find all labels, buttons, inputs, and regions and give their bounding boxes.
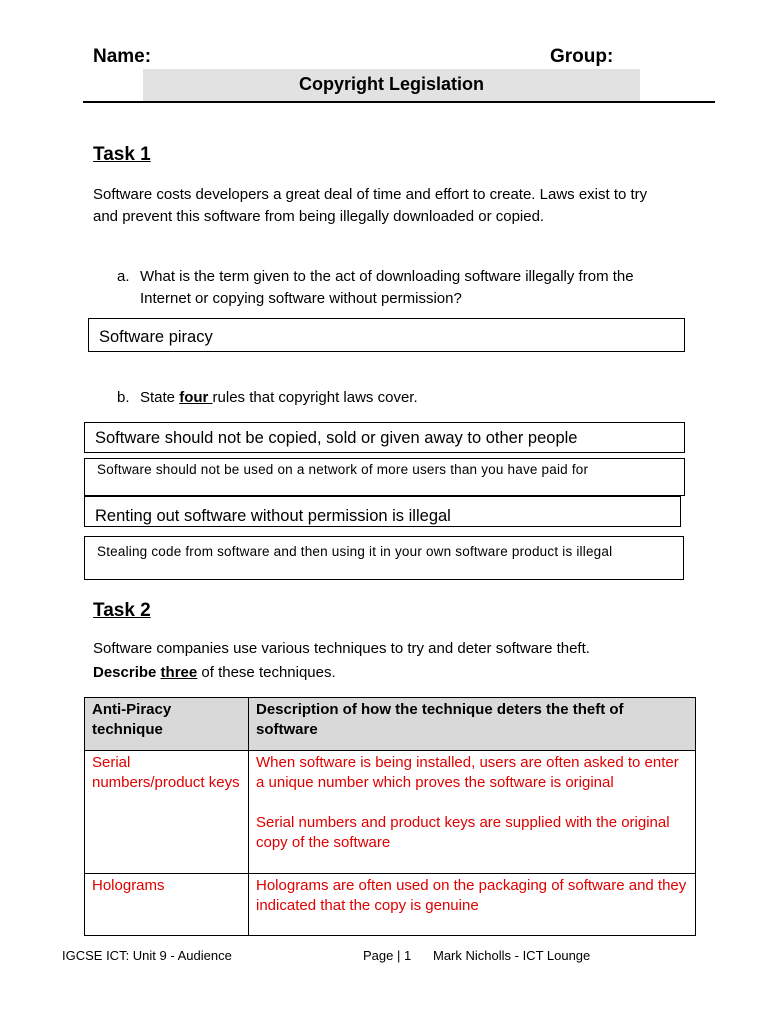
task1-intro xyxy=(93,184,647,228)
question-b-prefix: State xyxy=(140,389,180,406)
answer-b-field-4[interactable] xyxy=(84,536,684,580)
question-a-marker: a. xyxy=(117,268,130,285)
anti-piracy-table xyxy=(84,697,696,936)
instruction-verb: Describe xyxy=(93,664,157,681)
question-a-line2: Internet or copying software without permission? xyxy=(140,290,462,307)
task2-instruction xyxy=(93,662,336,684)
table-header-row xyxy=(85,698,696,751)
footer-page-number: Page | 1 xyxy=(363,948,412,963)
task1-heading: Task 1 xyxy=(93,144,151,165)
header-divider xyxy=(83,101,715,103)
task1-intro-line2: and prevent this software from being illegally downloaded or copied. xyxy=(93,208,545,225)
description-cell[interactable]: Holograms are often used on the packaging of software and they indicated that the copy is genuine xyxy=(249,874,696,936)
description-para-1: When software is being installed, users are often asked to enter a unique number which proves the software is original xyxy=(256,754,679,791)
page-title: Copyright Legislation xyxy=(143,69,640,101)
answer-b-text-3: Renting out software without permission is illegal xyxy=(95,507,451,525)
question-b-text xyxy=(140,387,418,409)
description-cell[interactable] xyxy=(249,751,696,874)
task1-intro-line1: Software costs developers a great deal of time and effort to create. Laws exist to try xyxy=(93,186,648,203)
task2-intro: Software companies use various techniques to try and deter software theft. xyxy=(93,640,590,657)
answer-b-text-4: Stealing code from software and then using it in your own software product is illegal xyxy=(97,544,613,559)
table-row xyxy=(85,751,696,874)
question-a-text xyxy=(140,266,634,310)
question-b-marker: b. xyxy=(117,389,130,406)
answer-a-field[interactable] xyxy=(88,318,685,352)
answer-b-field-2[interactable] xyxy=(84,458,685,496)
footer-author: Mark Nicholls - ICT Lounge xyxy=(433,948,591,963)
instruction-emphasis: three xyxy=(160,664,198,681)
technique-cell[interactable]: Holograms xyxy=(85,874,249,936)
answer-b-field-1[interactable] xyxy=(84,422,685,453)
table-row xyxy=(85,874,696,936)
table-header-description: Description of how the technique deters the theft of software xyxy=(249,698,696,751)
instruction-rest: of these techniques. xyxy=(197,664,336,681)
answer-a-text: Software piracy xyxy=(99,328,213,346)
footer-course: IGCSE ICT: Unit 9 - Audience xyxy=(62,948,232,963)
question-a-line1: What is the term given to the act of downloading software illegally from the xyxy=(140,268,634,285)
task2-heading: Task 2 xyxy=(93,600,151,621)
question-b-emphasis: four xyxy=(179,389,213,406)
answer-b-field-3[interactable] xyxy=(84,496,681,527)
technique-cell[interactable]: Serial numbers/product keys xyxy=(85,751,249,874)
name-label: Name: xyxy=(93,46,152,67)
description-para-2: Serial numbers and product keys are supplied with the original copy of the software xyxy=(256,814,670,851)
group-label: Group: xyxy=(550,46,614,67)
question-b-suffix: rules that copyright laws cover. xyxy=(212,389,418,406)
answer-b-text-1: Software should not be copied, sold or given away to other people xyxy=(95,429,578,447)
table-header-technique: Anti-Piracy technique xyxy=(85,698,249,751)
answer-b-text-2: Software should not be used on a network of more users than you have paid for xyxy=(97,462,589,477)
